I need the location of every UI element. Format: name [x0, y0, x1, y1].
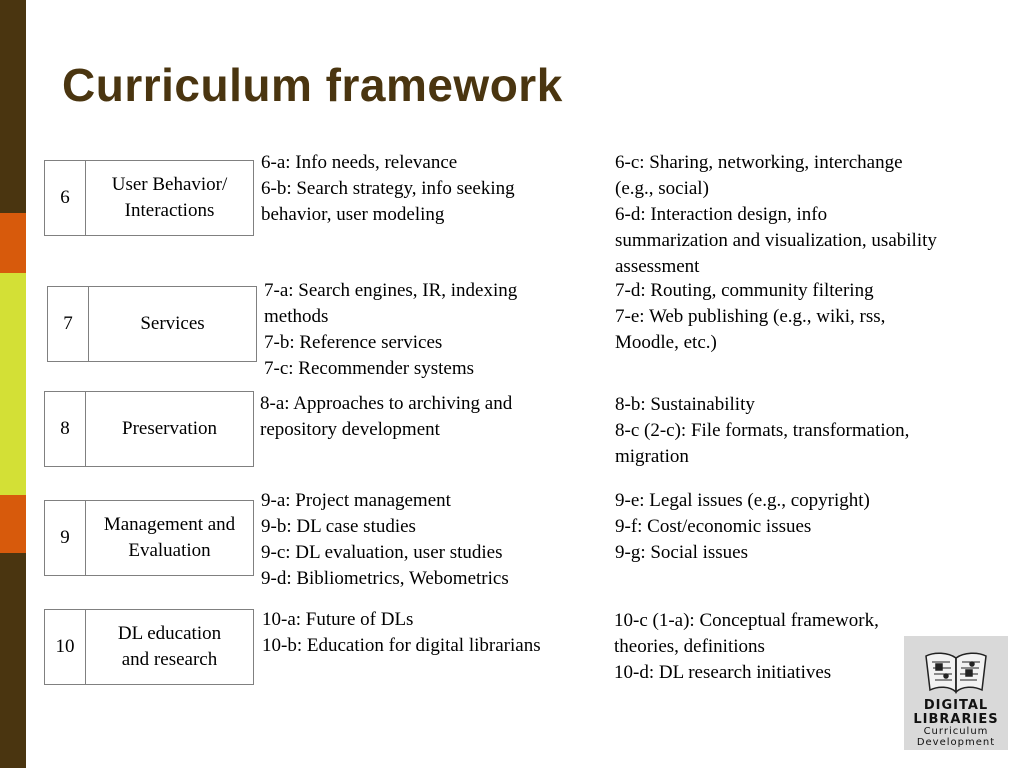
digital-libraries-logo: [904, 636, 1008, 750]
topic-line: 6-a: Info needs, relevance: [261, 152, 458, 173]
module-7-right-topics: [615, 278, 885, 356]
topic-line: behavior, user modeling: [261, 204, 445, 225]
module-6-right-topics: [615, 150, 937, 280]
topic-line: 10-b: Education for digital librarians: [262, 635, 541, 656]
topic-line: (e.g., social): [615, 178, 709, 199]
topic-line: summarization and visualization, usability: [615, 230, 937, 251]
topic-line: Moodle, etc.): [615, 332, 717, 353]
topic-line: theories, definitions: [614, 636, 765, 657]
module-number: 6: [45, 161, 86, 235]
topic-line: migration: [615, 446, 689, 467]
module-box-7: [47, 286, 257, 362]
module-number: 8: [45, 392, 86, 466]
topic-line: 7-e: Web publishing (e.g., wiki, rss,: [615, 306, 886, 327]
module-6-left-topics: [261, 150, 515, 228]
side-bar-green-segment: [0, 273, 26, 495]
side-bar-orange-segment: [0, 213, 26, 273]
module-name: Services: [140, 313, 205, 334]
open-book-icon: [922, 644, 990, 696]
topic-line: 7-c: Recommender systems: [264, 358, 475, 379]
module-name: Management and Evaluation: [103, 514, 236, 561]
topic-line: 10-c (1-a): Conceptual framework,: [614, 610, 879, 631]
topic-line: 9-f: Cost/economic issues: [615, 516, 812, 537]
topic-line: assessment: [615, 256, 700, 277]
side-bar-orange-segment-2: [0, 495, 26, 553]
module-name: DL education and research: [117, 623, 222, 670]
topic-line: 9-d: Bibliometrics, Webometrics: [261, 568, 509, 589]
topic-line: 9-b: DL case studies: [261, 516, 416, 537]
module-9-right-topics: [615, 488, 870, 566]
module-box-6: [44, 160, 254, 236]
module-box-8: [44, 391, 254, 467]
topic-line: 7-b: Reference services: [264, 332, 443, 353]
module-name: User Behavior/ Interactions: [111, 174, 228, 221]
topic-line: 9-g: Social issues: [615, 542, 748, 563]
module-box-10: [44, 609, 254, 685]
module-name: Preservation: [122, 418, 217, 439]
topic-line: 9-c: DL evaluation, user studies: [261, 542, 503, 563]
topic-line: 6-b: Search strategy, info seeking: [261, 178, 515, 199]
module-number: 9: [45, 501, 86, 575]
topic-line: repository development: [260, 419, 440, 440]
topic-line: 10-d: DL research initiatives: [614, 662, 832, 683]
logo-text-line: LIBRARIES: [913, 712, 999, 727]
module-10-right-topics: [614, 608, 879, 686]
module-box-9: [44, 500, 254, 576]
module-8-left-topics: [260, 391, 512, 443]
logo-text-line: DIGITAL: [923, 698, 989, 713]
module-number: 10: [45, 610, 86, 684]
topic-line: methods: [264, 306, 329, 327]
topic-line: 9-a: Project management: [261, 490, 451, 511]
module-10-left-topics: [262, 607, 541, 659]
module-7-left-topics: [264, 278, 517, 382]
topic-line: 10-a: Future of DLs: [262, 609, 414, 630]
module-8-right-topics: [615, 392, 909, 470]
topic-line: 8-c (2-c): File formats, transformation,: [615, 420, 910, 441]
topic-line: 7-a: Search engines, IR, indexing: [264, 280, 518, 301]
page-title: Curriculum framework: [62, 59, 563, 111]
topic-line: 7-d: Routing, community filtering: [615, 280, 874, 301]
topic-line: 8-b: Sustainability: [615, 394, 755, 415]
module-9-left-topics: [261, 488, 509, 592]
topic-line: 6-d: Interaction design, info: [615, 204, 828, 225]
topic-line: 9-e: Legal issues (e.g., copyright): [615, 490, 870, 511]
logo-text-line: Development: [916, 737, 996, 748]
topic-line: 8-a: Approaches to archiving and: [260, 393, 513, 414]
topic-line: 6-c: Sharing, networking, interchange: [615, 152, 903, 173]
logo-text-line: Curriculum: [923, 726, 989, 737]
module-number: 7: [48, 287, 89, 361]
